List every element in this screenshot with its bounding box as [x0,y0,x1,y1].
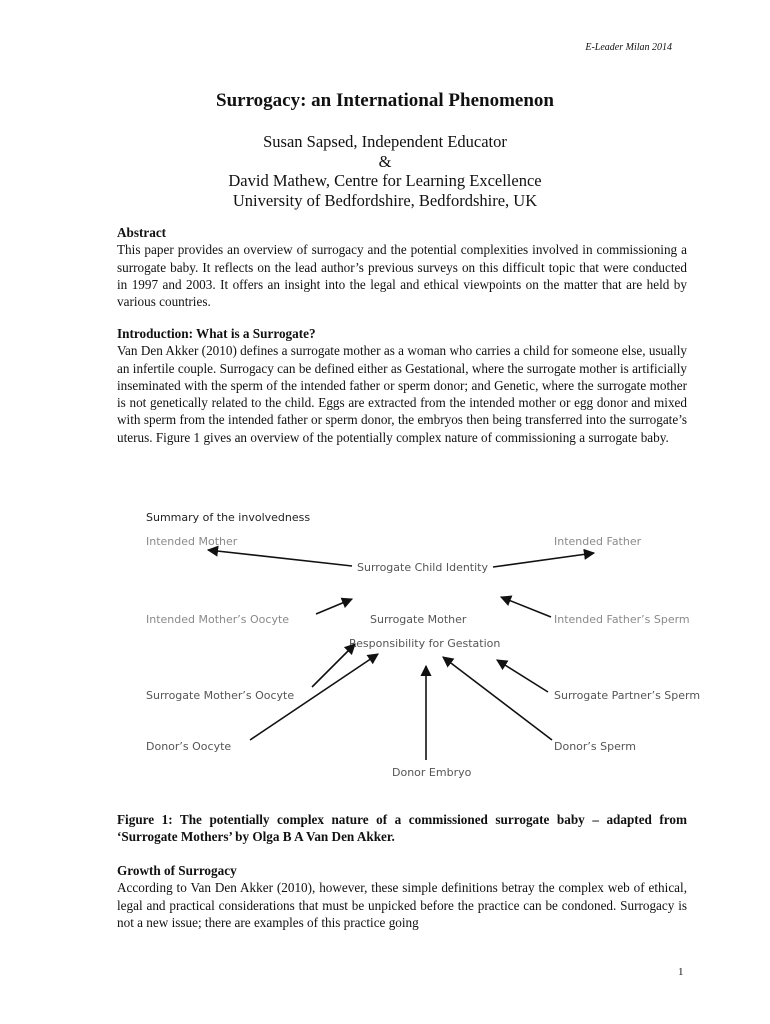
author-line-2: & [378,151,392,171]
running-header: E-Leader Milan 2014 [585,42,672,53]
label-intended-father: Intended Father [554,535,642,548]
abstract-heading: Abstract [117,225,167,240]
label-intended-mother: Intended Mother [146,535,238,548]
arrow-to-intended-father [493,553,594,567]
figure-caption: Figure 1: The potentially complex nature of a commissioned surrogate baby – adapted from ‘Surrogate Mothers’ by Olga B A Van Den Akker. [117,812,687,845]
introduction-text: Van Den Akker (2010) defines a surrogate mother as a woman who carries a child for someone else, usually an infertile couple. Surrogacy can be defined either as Gestational, where the surrogate mother is artificially inseminated with the sperm of the intended father or sperm donor; and Genetic, where the surrogate mother is not genetically related to the child. Eggs are extracted from the intended mother or egg donor and mixed with sperm from the intended father or sperm donor, the embryos then being transferred into the surrogate’s uterus. Figure 1 gives an overview of the potentially complex nature of commissioning a surrogate baby. [117,343,687,445]
abstract-section [117,224,687,310]
arrow-from-surrogate-partners-sperm [497,660,548,692]
arrow-from-surrogate-mothers-oocyte [312,644,355,687]
label-responsibility-for-gestation: Responsibility for Gestation [349,637,501,650]
label-donor-embryo: Donor Embryo [392,766,472,779]
abstract-text: This paper provides an overview of surrogacy and the potential complexities involved in commissioning a surrogate baby. It reflects on the lead author’s previous surveys on this difficult topic that were conducted in 1997 and 2003. It offers an insight into the legal and ethical viewpoints on the matter that are held by various countries. [117,242,687,310]
arrow-from-intended-fathers-sperm [501,597,551,617]
introduction-section [117,325,687,446]
introduction-heading: Introduction: What is a Surrogate? [117,326,316,341]
figure-summary-title: Summary of the involvedness [146,511,311,524]
author-line-3: David Mathew, Centre for Learning Excellence [228,171,542,190]
label-donors-sperm: Donor’s Sperm [554,740,636,753]
label-surrogate-child-identity: Surrogate Child Identity [357,561,488,574]
author-line-4: University of Bedfordshire, Bedfordshire, UK [232,190,538,210]
label-surrogate-mother: Surrogate Mother [370,613,467,626]
page-number: 1 [678,966,684,978]
author-block [0,132,770,210]
label-surrogate-mothers-oocyte: Surrogate Mother’s Oocyte [146,689,295,702]
growth-section [117,862,687,931]
arrow-from-intended-mothers-oocyte [316,599,352,614]
label-intended-mothers-oocyte: Intended Mother’s Oocyte [146,613,290,626]
arrow-to-intended-mother [208,550,352,566]
paper-title: Surrogacy: an International Phenomenon [216,90,554,111]
author-line-1: Susan Sapsed, Independent Educator [263,132,507,151]
label-intended-fathers-sperm: Intended Father’s Sperm [554,613,690,626]
label-surrogate-partners-sperm: Surrogate Partner’s Sperm [554,689,701,702]
arrow-from-donors-oocyte [250,654,378,740]
arrow-from-donors-sperm [443,657,552,740]
label-donors-oocyte: Donor’s Oocyte [146,740,232,753]
growth-heading: Growth of Surrogacy [117,863,237,878]
growth-text: According to Van Den Akker (2010), however, these simple definitions betray the complex web of ethical, legal and practical considerations that must be unpicked before the practice can be condoned. Surrogacy is not a new issue; there are examples of this practice going [117,880,687,930]
